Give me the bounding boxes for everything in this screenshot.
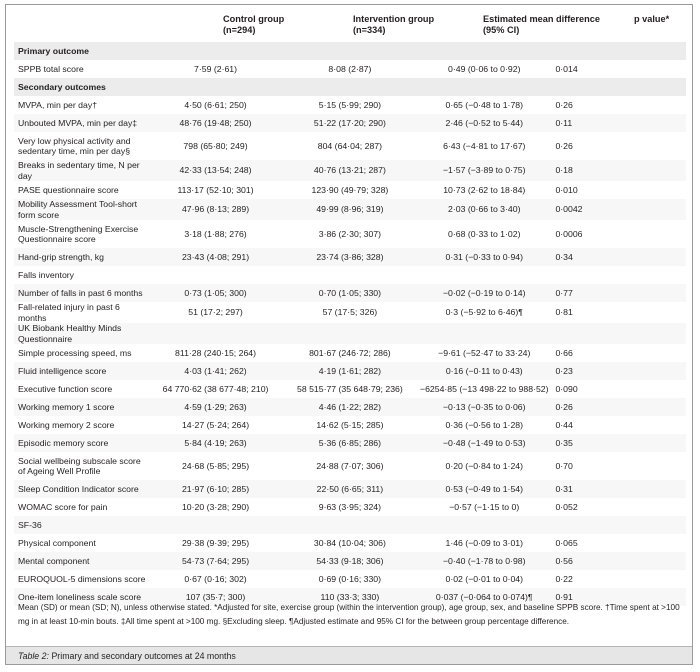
table-row bbox=[14, 516, 686, 534]
header-p-value bbox=[634, 14, 669, 25]
table-header bbox=[6, 5, 692, 42]
row-label: Mobility Assessment Tool-short form score bbox=[14, 199, 148, 220]
table-row bbox=[14, 380, 686, 398]
intervention-value: 24·88 (7·07; 306) bbox=[316, 460, 384, 471]
section-label: Primary outcome bbox=[14, 42, 686, 60]
table-row bbox=[14, 570, 686, 588]
p-value: 0·66 bbox=[555, 347, 573, 358]
table-row bbox=[14, 416, 686, 434]
row-label: MVPA, min per day† bbox=[18, 99, 98, 110]
control-value bbox=[148, 266, 282, 284]
row-label: Falls inventory bbox=[18, 269, 75, 280]
table-row bbox=[14, 452, 686, 480]
difference-value bbox=[417, 323, 551, 344]
control-value: 64 770·62 (38 677·48; 210) bbox=[162, 383, 269, 394]
row-label: Mental component bbox=[14, 552, 148, 570]
intervention-value: 54·33 (9·18; 306) bbox=[283, 552, 417, 570]
intervention-value: 123·90 (49·79; 328) bbox=[311, 184, 389, 195]
row-label: Fall-related injury in past 6 months bbox=[18, 302, 120, 323]
control-value: 0·67 (0·16; 302) bbox=[184, 573, 247, 584]
control-value: 10·20 (3·28; 290) bbox=[181, 501, 250, 512]
difference-value bbox=[417, 516, 551, 534]
table-row bbox=[14, 60, 686, 78]
row-label: Breaks in sedentary time, N per day bbox=[14, 160, 148, 181]
intervention-value bbox=[283, 323, 417, 344]
control-value: 0·73 (1·05; 300) bbox=[148, 284, 282, 302]
header-intervention-title: Intervention group bbox=[353, 14, 435, 24]
control-value: 23·43 (4·08; 291) bbox=[148, 248, 282, 266]
control-value: 54·73 (7·64; 295) bbox=[148, 552, 282, 570]
p-value: 0·26 bbox=[551, 398, 686, 416]
intervention-value: 4·46 (1·22; 282) bbox=[283, 398, 417, 416]
p-value: 0·31 bbox=[551, 480, 686, 498]
table-row bbox=[14, 160, 686, 181]
header-difference-ci: (95% CI) bbox=[483, 25, 520, 35]
p-value: 0·91 bbox=[551, 588, 686, 606]
table-row bbox=[14, 220, 686, 248]
intervention-value: 8·08 (2·87) bbox=[328, 63, 372, 74]
difference-value: 0·49 (0·06 to 0·92) bbox=[448, 63, 521, 74]
control-value: 798 (65·80; 249) bbox=[183, 140, 248, 151]
difference-value: 0·20 (−0·84 to 1·24) bbox=[445, 460, 524, 471]
table-row bbox=[14, 114, 686, 132]
table-row bbox=[14, 534, 686, 552]
row-label: EUROQUOL-5 dimensions score bbox=[18, 573, 146, 584]
row-label: Executive function score bbox=[18, 383, 113, 394]
header-control-group bbox=[223, 14, 284, 36]
intervention-value bbox=[283, 266, 417, 284]
table-row bbox=[14, 552, 686, 570]
table-row bbox=[14, 302, 686, 323]
row-label: Muscle-Strengthening Exercise Questionnaire score bbox=[18, 223, 139, 244]
row-label: Physical component bbox=[18, 537, 96, 548]
difference-value: −0·48 (−1·49 to 0·53) bbox=[417, 434, 551, 452]
difference-value: −6254·85 (−13 498·22 to 988·52) bbox=[420, 383, 549, 394]
table-frame bbox=[5, 4, 693, 665]
table-footnote: Mean (SD) or mean (SD; N), unless otherwise stated. *Adjusted for site, exercise group (within the intervention group), age group, sex, and baseline SPPB score. †Time spent at >100 mg in at least 10-min bouts. ‡All time spent at >100 mg. §Excluding sleep. ¶Adjusted estimate and 95% CI for the between group percentage difference. bbox=[18, 603, 680, 626]
row-label: One-item loneliness scale score bbox=[14, 588, 148, 606]
difference-value: −0·02 (−0·19 to 0·14) bbox=[417, 284, 551, 302]
table-row bbox=[14, 199, 686, 220]
difference-value: −0·40 (−1·78 to 0·98) bbox=[417, 552, 551, 570]
control-value: 14·27 (5·24; 264) bbox=[181, 419, 250, 430]
difference-value: 2·03 (0·66 to 3·40) bbox=[417, 199, 551, 220]
control-value: 4·50 (6·61; 250) bbox=[184, 99, 247, 110]
caption-text: Primary and secondary outcomes at 24 months bbox=[51, 651, 236, 661]
control-value: 5·84 (4·19; 263) bbox=[148, 434, 282, 452]
intervention-value: 22·50 (6·65; 311) bbox=[283, 480, 417, 498]
p-value: 0·18 bbox=[551, 160, 686, 181]
row-label: Working memory 1 score bbox=[14, 398, 148, 416]
row-label: Number of falls in past 6 months bbox=[14, 284, 148, 302]
difference-value: 0·3 (−5·92 to 6·46)¶ bbox=[445, 307, 523, 318]
row-label: SF-36 bbox=[14, 516, 148, 534]
p-value: 0·81 bbox=[555, 307, 573, 318]
table-row bbox=[14, 96, 686, 114]
p-value: 0·11 bbox=[551, 114, 686, 132]
intervention-value: 4·19 (1·61; 282) bbox=[283, 362, 417, 380]
header-difference-title: Estimated mean difference bbox=[483, 14, 600, 24]
section-label: Secondary outcomes bbox=[14, 78, 686, 96]
control-value: 48·76 (19·48; 250) bbox=[148, 114, 282, 132]
table-row bbox=[14, 266, 686, 284]
row-label: Episodic memory score bbox=[14, 434, 148, 452]
difference-value: −0·57 (−1·15 to 0) bbox=[449, 501, 520, 512]
header-p-value-label: p value* bbox=[634, 14, 670, 24]
intervention-value: 40·76 (13·21; 287) bbox=[283, 160, 417, 181]
control-value: 7·59 (2·61) bbox=[194, 63, 238, 74]
table-caption bbox=[6, 646, 692, 664]
difference-value: 0·16 (−0·11 to 0·43) bbox=[417, 362, 551, 380]
difference-value: 0·53 (−0·49 to 1·54) bbox=[417, 480, 551, 498]
section-header-row bbox=[14, 78, 686, 96]
control-value: 29·38 (9·39; 295) bbox=[181, 537, 250, 548]
caption-label: Table 2: bbox=[18, 651, 49, 661]
p-value: 0·56 bbox=[551, 552, 686, 570]
control-value: 113·17 (52·10; 301) bbox=[177, 184, 254, 195]
control-value: 107 (35·7; 300) bbox=[148, 588, 282, 606]
p-value bbox=[551, 323, 686, 344]
difference-value: 0·36 (−0·56 to 1·28) bbox=[445, 419, 524, 430]
row-label: Hand-grip strength, kg bbox=[14, 248, 148, 266]
header-control-title: Control group bbox=[223, 14, 285, 24]
outcomes-table bbox=[14, 42, 686, 606]
intervention-value: 3·86 (2·30; 307) bbox=[318, 228, 382, 239]
p-value: 0·052 bbox=[555, 501, 578, 512]
row-label: Social wellbeing subscale score of Ageing Well Profile bbox=[18, 455, 141, 476]
row-label: Sleep Condition Indicator score bbox=[14, 480, 148, 498]
difference-value: 0·31 (−0·33 to 0·94) bbox=[417, 248, 551, 266]
row-label: SPPB total score bbox=[18, 63, 84, 74]
difference-value: 0·02 (−0·01 to 0·04) bbox=[445, 573, 524, 584]
table-row bbox=[14, 362, 686, 380]
difference-value: −1·57 (−3·89 to 0·75) bbox=[417, 160, 551, 181]
row-label: WOMAC score for pain bbox=[18, 501, 108, 512]
row-label: Simple processing speed, ms bbox=[18, 347, 132, 358]
control-value: 51 (17·2; 297) bbox=[188, 307, 243, 318]
control-value: 47·96 (8·13; 289) bbox=[148, 199, 282, 220]
control-value: 811·28 (240·15; 264) bbox=[175, 347, 257, 358]
difference-value: 2·46 (−0·52 to 5·44) bbox=[417, 114, 551, 132]
difference-value: 1·46 (−0·09 to 3·01) bbox=[445, 537, 524, 548]
header-mean-difference bbox=[483, 14, 600, 36]
difference-value: −0·13 (−0·35 to 0·06) bbox=[417, 398, 551, 416]
intervention-value: 30·84 (10·04; 306) bbox=[313, 537, 386, 548]
p-value: 0·23 bbox=[551, 362, 686, 380]
difference-value: 10·73 (2·62 to 18·84) bbox=[443, 184, 526, 195]
header-control-n: (n=294) bbox=[223, 25, 256, 35]
table-row bbox=[14, 323, 686, 344]
row-label: UK Biobank Healthy Minds Questionnaire bbox=[14, 323, 148, 344]
table-row bbox=[14, 284, 686, 302]
intervention-value: 51·22 (17·20; 290) bbox=[283, 114, 417, 132]
p-value: 0·26 bbox=[555, 99, 573, 110]
table-row bbox=[14, 480, 686, 498]
control-value: 24·68 (5·85; 295) bbox=[181, 460, 250, 471]
row-label: PASE questionnaire score bbox=[18, 184, 119, 195]
p-value: 0·22 bbox=[555, 573, 573, 584]
intervention-value bbox=[283, 516, 417, 534]
p-value: 0·090 bbox=[555, 383, 578, 394]
p-value: 0·70 bbox=[555, 460, 573, 471]
difference-value: 6·43 (−4·81 to 17·67) bbox=[443, 140, 526, 151]
p-value: 0·065 bbox=[555, 537, 578, 548]
difference-value: −9·61 (−52·47 to 33·24) bbox=[438, 347, 531, 358]
intervention-value: 9·63 (3·95; 324) bbox=[318, 501, 382, 512]
p-value: 0·010 bbox=[555, 184, 578, 195]
intervention-value: 14·62 (5·15; 285) bbox=[316, 419, 384, 430]
table-row bbox=[14, 344, 686, 362]
header-intervention-n: (n=334) bbox=[353, 25, 386, 35]
p-value: 0·0006 bbox=[555, 228, 583, 239]
table-row bbox=[14, 498, 686, 516]
intervention-value: 49·99 (8·96; 319) bbox=[283, 199, 417, 220]
table-row bbox=[14, 181, 686, 199]
table-row bbox=[14, 434, 686, 452]
table-row bbox=[14, 132, 686, 160]
control-value: 4·03 (1·41; 262) bbox=[148, 362, 282, 380]
p-value bbox=[551, 516, 686, 534]
intervention-value: 801·67 (246·72; 286) bbox=[309, 347, 391, 358]
difference-value bbox=[417, 266, 551, 284]
p-value: 0·35 bbox=[551, 434, 686, 452]
intervention-value: 23·74 (3·86; 328) bbox=[283, 248, 417, 266]
p-value: 0·77 bbox=[551, 284, 686, 302]
row-label: Very low physical activity and sedentary time, min per day§ bbox=[18, 135, 131, 156]
control-value: 21·97 (6·10; 285) bbox=[148, 480, 282, 498]
p-value: 0·44 bbox=[555, 419, 573, 430]
row-label: Working memory 2 score bbox=[18, 419, 115, 430]
section-header-row bbox=[14, 42, 686, 60]
difference-value: 0·037 (−0·064 to 0·074)¶ bbox=[417, 588, 551, 606]
row-label: Fluid intelligence score bbox=[14, 362, 148, 380]
difference-value: 0·65 (−0·48 to 1·78) bbox=[445, 99, 524, 110]
table-row bbox=[14, 248, 686, 266]
intervention-value: 58 515·77 (35 648·79; 236) bbox=[297, 383, 403, 394]
intervention-value: 0·70 (1·05; 330) bbox=[283, 284, 417, 302]
control-value: 42·33 (13·54; 248) bbox=[148, 160, 282, 181]
p-value bbox=[551, 266, 686, 284]
intervention-value: 5·36 (6·85; 286) bbox=[283, 434, 417, 452]
intervention-value: 804 (64·04; 287) bbox=[317, 140, 383, 151]
table-row bbox=[14, 398, 686, 416]
difference-value: 0·68 (0·33 to 1·02) bbox=[448, 228, 521, 239]
intervention-value: 0·69 (0·16; 330) bbox=[318, 573, 382, 584]
intervention-value: 57 (17·5; 326) bbox=[322, 307, 378, 318]
intervention-value: 110 (33·3; 330) bbox=[283, 588, 417, 606]
control-value bbox=[148, 323, 282, 344]
header-intervention-group bbox=[353, 14, 434, 36]
control-value bbox=[148, 516, 282, 534]
intervention-value: 5·15 (5·99; 290) bbox=[318, 99, 382, 110]
p-value: 0·26 bbox=[555, 140, 573, 151]
p-value: 0·0042 bbox=[551, 199, 686, 220]
p-value: 0·34 bbox=[551, 248, 686, 266]
row-label: Unbouted MVPA, min per day‡ bbox=[14, 114, 148, 132]
p-value: 0·014 bbox=[555, 63, 578, 74]
control-value: 3·18 (1·88; 276) bbox=[184, 228, 247, 239]
control-value: 4·59 (1·29; 263) bbox=[148, 398, 282, 416]
